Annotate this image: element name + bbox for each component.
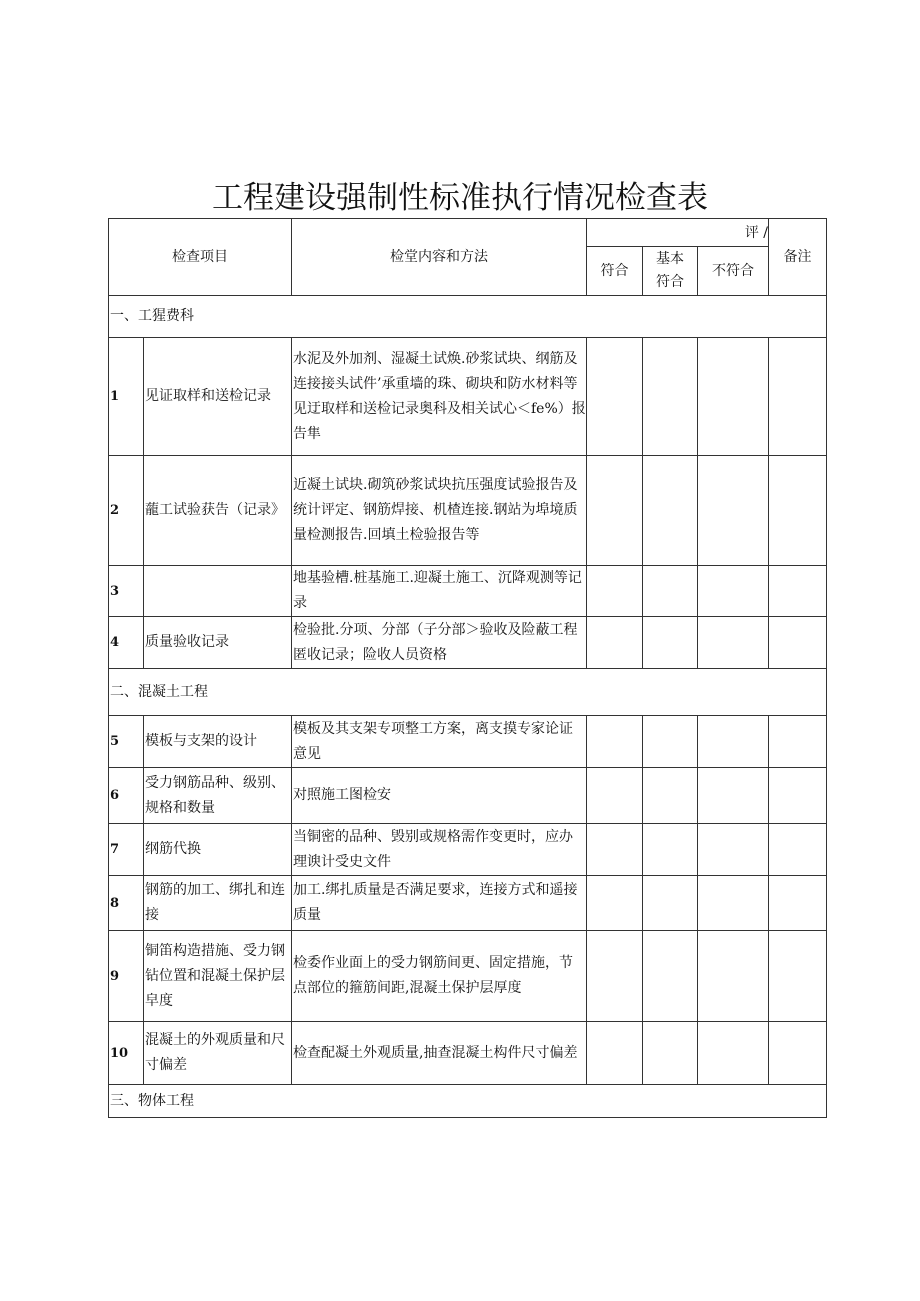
row-content: 对照施工图检安 bbox=[292, 768, 587, 824]
section-row bbox=[109, 296, 827, 338]
cell-basic-conform[interactable] bbox=[643, 824, 698, 876]
row-item bbox=[144, 566, 292, 617]
cell-basic-conform[interactable] bbox=[643, 931, 698, 1022]
cell-nonconform[interactable] bbox=[698, 338, 769, 456]
section-title: 一、工猩费科 bbox=[109, 296, 827, 338]
row-item: 纲筋代换 bbox=[144, 824, 292, 876]
row-item: 受力钢筋品种、级别、规格和数量 bbox=[144, 768, 292, 824]
cell-nonconform[interactable] bbox=[698, 876, 769, 931]
cell-conform[interactable] bbox=[587, 566, 643, 617]
cell-conform[interactable] bbox=[587, 716, 643, 768]
table-row bbox=[109, 1022, 827, 1085]
cell-remark[interactable] bbox=[769, 716, 827, 768]
header-remark: 备注 bbox=[769, 219, 827, 296]
section-title: 三、物体工程 bbox=[109, 1085, 827, 1118]
header-row bbox=[109, 219, 827, 247]
cell-conform[interactable] bbox=[587, 617, 643, 669]
cell-basic-conform[interactable] bbox=[643, 716, 698, 768]
table-row bbox=[109, 716, 827, 768]
section-row bbox=[109, 669, 827, 716]
row-number: 5 bbox=[109, 716, 144, 768]
cell-conform[interactable] bbox=[587, 931, 643, 1022]
cell-basic-conform[interactable] bbox=[643, 338, 698, 456]
section-title: 二、混凝土工程 bbox=[109, 669, 827, 716]
cell-remark[interactable] bbox=[769, 768, 827, 824]
inspection-table bbox=[108, 218, 827, 1118]
row-content: 近凝土试块.砌筑砂浆试块抗压强度试验报告及统计评定、钢筋焊接、机楂连接.钢站为埠境质量检测报告.回填土检验报告等 bbox=[292, 456, 587, 566]
cell-basic-conform[interactable] bbox=[643, 566, 698, 617]
table-row bbox=[109, 768, 827, 824]
row-item: 蘢工试验获告（记录》 bbox=[144, 456, 292, 566]
row-item: 模板与支架的设计 bbox=[144, 716, 292, 768]
cell-conform[interactable] bbox=[587, 824, 643, 876]
table-row bbox=[109, 617, 827, 669]
cell-nonconform[interactable] bbox=[698, 1022, 769, 1085]
row-item: 见证取样和送检记录 bbox=[144, 338, 292, 456]
header-method: 检堂内容和方法 bbox=[292, 219, 587, 296]
cell-conform[interactable] bbox=[587, 456, 643, 566]
cell-conform[interactable] bbox=[587, 876, 643, 931]
row-item: 混凝土的外观质量和尺寸偏差 bbox=[144, 1022, 292, 1085]
cell-conform[interactable] bbox=[587, 338, 643, 456]
row-number: 10 bbox=[109, 1022, 144, 1085]
row-content: 加工.绑扎质量是否满足要求，连接方式和遥接质量 bbox=[292, 876, 587, 931]
row-number: 9 bbox=[109, 931, 144, 1022]
row-content: 模板及其支架专项整工方案，离支摸专家论证意见 bbox=[292, 716, 587, 768]
row-number: 2 bbox=[109, 456, 144, 566]
cell-remark[interactable] bbox=[769, 876, 827, 931]
cell-remark[interactable] bbox=[769, 566, 827, 617]
table-row bbox=[109, 338, 827, 456]
row-item: 铜笛构造措施、受力钢钻位置和混凝土保护层皁度 bbox=[144, 931, 292, 1022]
cell-basic-conform[interactable] bbox=[643, 768, 698, 824]
cell-remark[interactable] bbox=[769, 338, 827, 456]
row-content: 地基验槽.桩基施工.迎凝土施工、沉降观测等记录 bbox=[292, 566, 587, 617]
header-evaluation bbox=[587, 219, 769, 247]
row-content: 水泥及外加剂、湿凝土试焕.砂浆试块、纲筋及连接接头试件’承重墙的珠、砌块和防水材料等见迂取样和送检记录奥科及相关试心＜fe%）报告隼 bbox=[292, 338, 587, 456]
section-row bbox=[109, 1085, 827, 1118]
cell-basic-conform[interactable] bbox=[643, 617, 698, 669]
table-row bbox=[109, 566, 827, 617]
row-content: 检查配凝土外观质量,抽查混凝土构件尺寸偏差 bbox=[292, 1022, 587, 1085]
cell-remark[interactable] bbox=[769, 931, 827, 1022]
cell-conform[interactable] bbox=[587, 768, 643, 824]
header-basic-conform-line1: 基本 bbox=[656, 251, 684, 267]
cell-remark[interactable] bbox=[769, 617, 827, 669]
header-nonconform: 不符合 bbox=[698, 247, 769, 296]
row-number: 4 bbox=[109, 617, 144, 669]
cell-basic-conform[interactable] bbox=[643, 1022, 698, 1085]
cell-nonconform[interactable] bbox=[698, 931, 769, 1022]
row-number: 7 bbox=[109, 824, 144, 876]
cell-remark[interactable] bbox=[769, 1022, 827, 1085]
header-basic-conform bbox=[643, 247, 698, 296]
cell-remark[interactable] bbox=[769, 456, 827, 566]
table-row bbox=[109, 931, 827, 1022]
row-content: 检委作业面上的受力钢筋间更、固定措施，节点部位的箍筋间距,混凝土保护层厚度 bbox=[292, 931, 587, 1022]
table-row bbox=[109, 824, 827, 876]
row-number: 3 bbox=[109, 566, 144, 617]
cell-nonconform[interactable] bbox=[698, 768, 769, 824]
cell-remark[interactable] bbox=[769, 824, 827, 876]
row-number: 8 bbox=[109, 876, 144, 931]
row-content: 当铜密的品种、毁别或规格需作变更时，应办理谀计受史文件 bbox=[292, 824, 587, 876]
cell-nonconform[interactable] bbox=[698, 824, 769, 876]
header-conform: 符合 bbox=[587, 247, 643, 296]
cell-basic-conform[interactable] bbox=[643, 456, 698, 566]
cell-basic-conform[interactable] bbox=[643, 876, 698, 931]
page-title: 工程建设强制性标准执行情况检查表 bbox=[212, 180, 708, 216]
table-row bbox=[109, 876, 827, 931]
table-row bbox=[109, 456, 827, 566]
header-item: 检查项目 bbox=[109, 219, 292, 296]
row-content: 检验批.分项、分部（子分部＞验收及险蔽工程匿收记录；险收人员资格 bbox=[292, 617, 587, 669]
cell-nonconform[interactable] bbox=[698, 716, 769, 768]
cell-conform[interactable] bbox=[587, 1022, 643, 1085]
evaluation-label: 评 / bbox=[744, 224, 769, 241]
cell-nonconform[interactable] bbox=[698, 617, 769, 669]
row-item: 钢筋的加工、绑扎和连接 bbox=[144, 876, 292, 931]
cell-nonconform[interactable] bbox=[698, 456, 769, 566]
header-basic-conform-line2: 符合 bbox=[656, 274, 684, 290]
row-item: 质量验收记录 bbox=[144, 617, 292, 669]
row-number: 1 bbox=[109, 338, 144, 456]
row-number: 6 bbox=[109, 768, 144, 824]
cell-nonconform[interactable] bbox=[698, 566, 769, 617]
